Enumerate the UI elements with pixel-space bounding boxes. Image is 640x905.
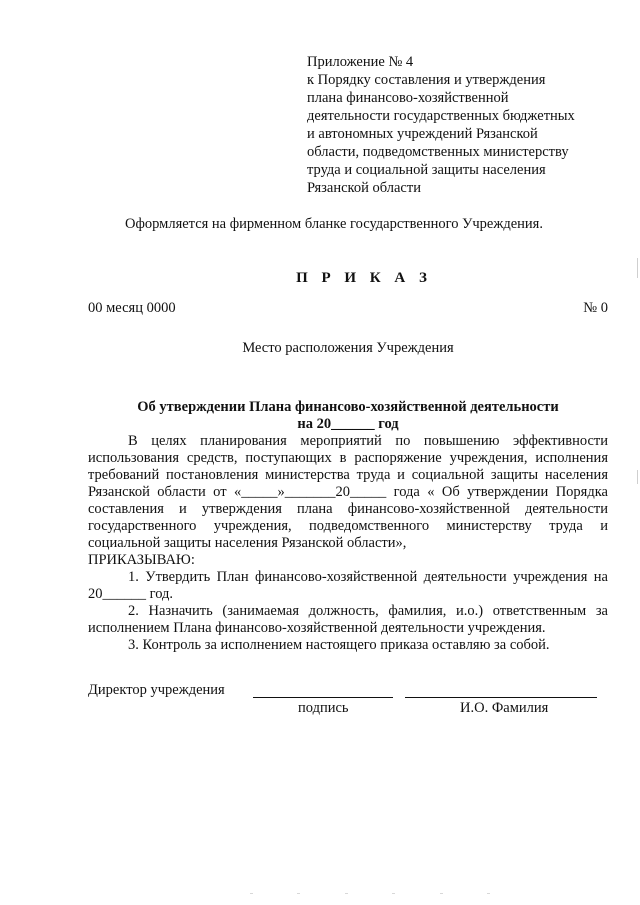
order-date: 00 месяц 0000 <box>88 300 176 316</box>
appendix-header <box>307 53 607 197</box>
appendix-line: области, подведомственных министерству <box>307 144 569 160</box>
appendix-line: Рязанской области <box>307 180 421 196</box>
name-caption: И.О. Фамилия <box>460 700 549 716</box>
appendix-line: труда и социальной защиты населения <box>307 162 546 178</box>
signature-position: Директор учреждения <box>88 682 225 698</box>
order-location: Место расположения Учреждения <box>242 340 454 356</box>
subject-line: Об утверждении Плана финансово-хозяйственной деятельности <box>137 399 559 415</box>
order-body <box>88 433 608 654</box>
preamble-line: государственного учреждения, подведомственного министерству труда и <box>88 518 608 534</box>
order-word: ПРИКАЗЫВАЮ: <box>88 552 195 568</box>
preamble-line: В целях планирования мероприятий по повышению эффективности <box>128 433 608 449</box>
preamble-line: составления и утверждения плана финансово-хозяйственной деятельности <box>88 501 608 517</box>
scan-edge-mark <box>637 258 638 278</box>
preamble-line: социальной защиты населения Рязанской области», <box>88 535 407 551</box>
preamble-line: Рязанской области от «_____»_______20_____ года « Об утверждении Порядка <box>88 484 608 500</box>
order-item-3: 3. Контроль за исполнением настоящего приказа оставляю за собой. <box>128 637 550 653</box>
signature-caption: подпись <box>298 700 349 716</box>
appendix-line: Приложение № 4 <box>307 54 414 70</box>
preamble-line: использования средств, поступающих в распоряжение учреждения, исполнения <box>88 450 608 466</box>
appendix-line: и автономных учреждений Рязанской <box>307 126 538 142</box>
appendix-line: плана финансово-хозяйственной <box>307 90 509 106</box>
signature-line <box>253 697 393 698</box>
order-subject <box>88 399 608 433</box>
letterhead-note: Оформляется на фирменном бланке государственного Учреждения. <box>125 216 543 232</box>
order-date-row <box>88 300 608 317</box>
order-item-2-cont: исполнением Плана финансово-хозяйственной деятельности учреждения. <box>88 620 546 636</box>
preamble-line: требований постановления министерства труда и социальной защиты населения <box>88 467 608 483</box>
subject-line: на 20______ год <box>297 416 399 432</box>
order-title: П Р И К А З <box>296 270 432 286</box>
order-item-1-cont: 20______ год. <box>88 586 174 602</box>
name-line <box>405 697 597 698</box>
scan-edge-mark <box>637 470 638 484</box>
order-item-1: 1. Утвердить План финансово-хозяйственной деятельности учреждения на <box>128 569 608 585</box>
order-item-2: 2. Назначить (занимаемая должность, фамилия, и.о.) ответственным за <box>128 603 608 619</box>
appendix-line: деятельности государственных бюджетных <box>307 108 575 124</box>
scan-bottom-specks <box>250 893 490 895</box>
appendix-line: к Порядку составления и утверждения <box>307 72 546 88</box>
order-number: № 0 <box>583 300 608 316</box>
